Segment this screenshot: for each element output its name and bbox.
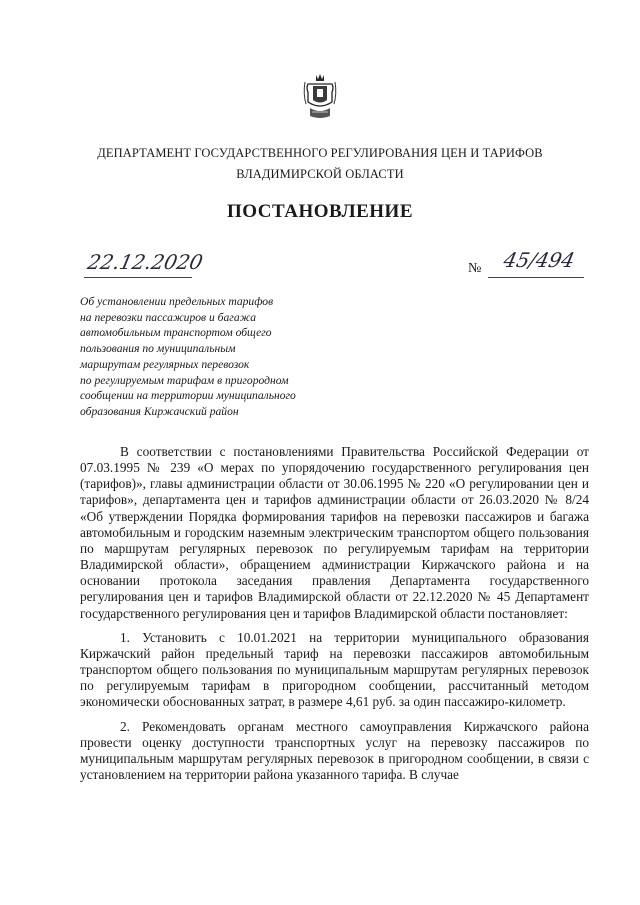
subject-line: на перевозки пассажиров и багажа bbox=[80, 310, 257, 324]
item-1-paragraph: 1. Установить с 10.01.2021 на территории муниципального образования Киржачский район предельный тариф на перевозки пассажиров автомобильным транспортом общего пользования по муниципальным маршрутам регулярных перевозок по регулируемым тарифам в пригородном сообщении, рассчитанный методом экономически обоснованных затрат, в размере 4,61 руб. за один пассажиро-километр. bbox=[80, 629, 589, 710]
department-name-line-1: ДЕПАРТАМЕНТ ГОСУДАРСТВЕННОГО РЕГУЛИРОВАНИЯ ЦЕН И ТАРИФОВ bbox=[97, 146, 543, 160]
document-date: 22.12.2020 bbox=[85, 250, 206, 274]
date-underline bbox=[84, 277, 192, 278]
subject-line: пользования по муниципальным bbox=[80, 342, 236, 356]
document-title: ПОСТАНОВЛЕНИЕ bbox=[226, 201, 414, 222]
preamble-paragraph: В соответствии с постановлениями Правительства Российской Федерации от 07.03.1995 № 239 «О мерах по упорядочению государственного регулирования цен (тарифов)», главы администрации области от 30.06.1995 № 220 «О регулировании цен и тарифов», департамента цен и тарифов администрации области от 26.03.2020 № 8/24 «Об утверждении Порядка формирования тарифов на перевозки пассажиров и багажа автомобильным и городским наземным электрическим транспортом общего пользования по маршрутам регулярных перевозок по регулируемым тарифам на территории Владимирской области», обращением администрации Киржачского района и на основании протокола заседания правления Департамента государственного регулирования цен и тарифов Владимирской области от 22.12.2020 № 45 Департамент государственного регулирования цен и тарифов Владимирской области постановляет: bbox=[80, 444, 589, 621]
coat-of-arms-emblem-icon bbox=[302, 72, 338, 122]
document-body bbox=[80, 444, 589, 783]
subject-line: автомобильным транспортом общего bbox=[80, 326, 272, 340]
subject-line: образования Киржачский район bbox=[80, 404, 239, 418]
subject-line: маршрутам регулярных перевозок bbox=[80, 357, 250, 371]
number-underline bbox=[488, 277, 584, 278]
document-subject bbox=[80, 294, 380, 420]
department-name-line-2: ВЛАДИМИРСКОЙ ОБЛАСТИ bbox=[236, 167, 404, 181]
number-sign: № bbox=[468, 261, 482, 276]
subject-line: по регулируемым тарифам в пригородном bbox=[80, 373, 289, 387]
subject-line: сообщении на территории муниципального bbox=[80, 389, 296, 403]
document-number: 45/494 bbox=[501, 248, 577, 272]
subject-line: Об установлении предельных тарифов bbox=[80, 295, 274, 308]
item-2-paragraph: 2. Рекомендовать органам местного самоуправления Киржачского района провести оценку доступности транспортных услуг на перевозку пассажиров по муниципальным маршрутам регулярных перевозок в пригородном сообщении, в связи с установлением на территории района указанного тарифа. В случае bbox=[80, 718, 589, 782]
